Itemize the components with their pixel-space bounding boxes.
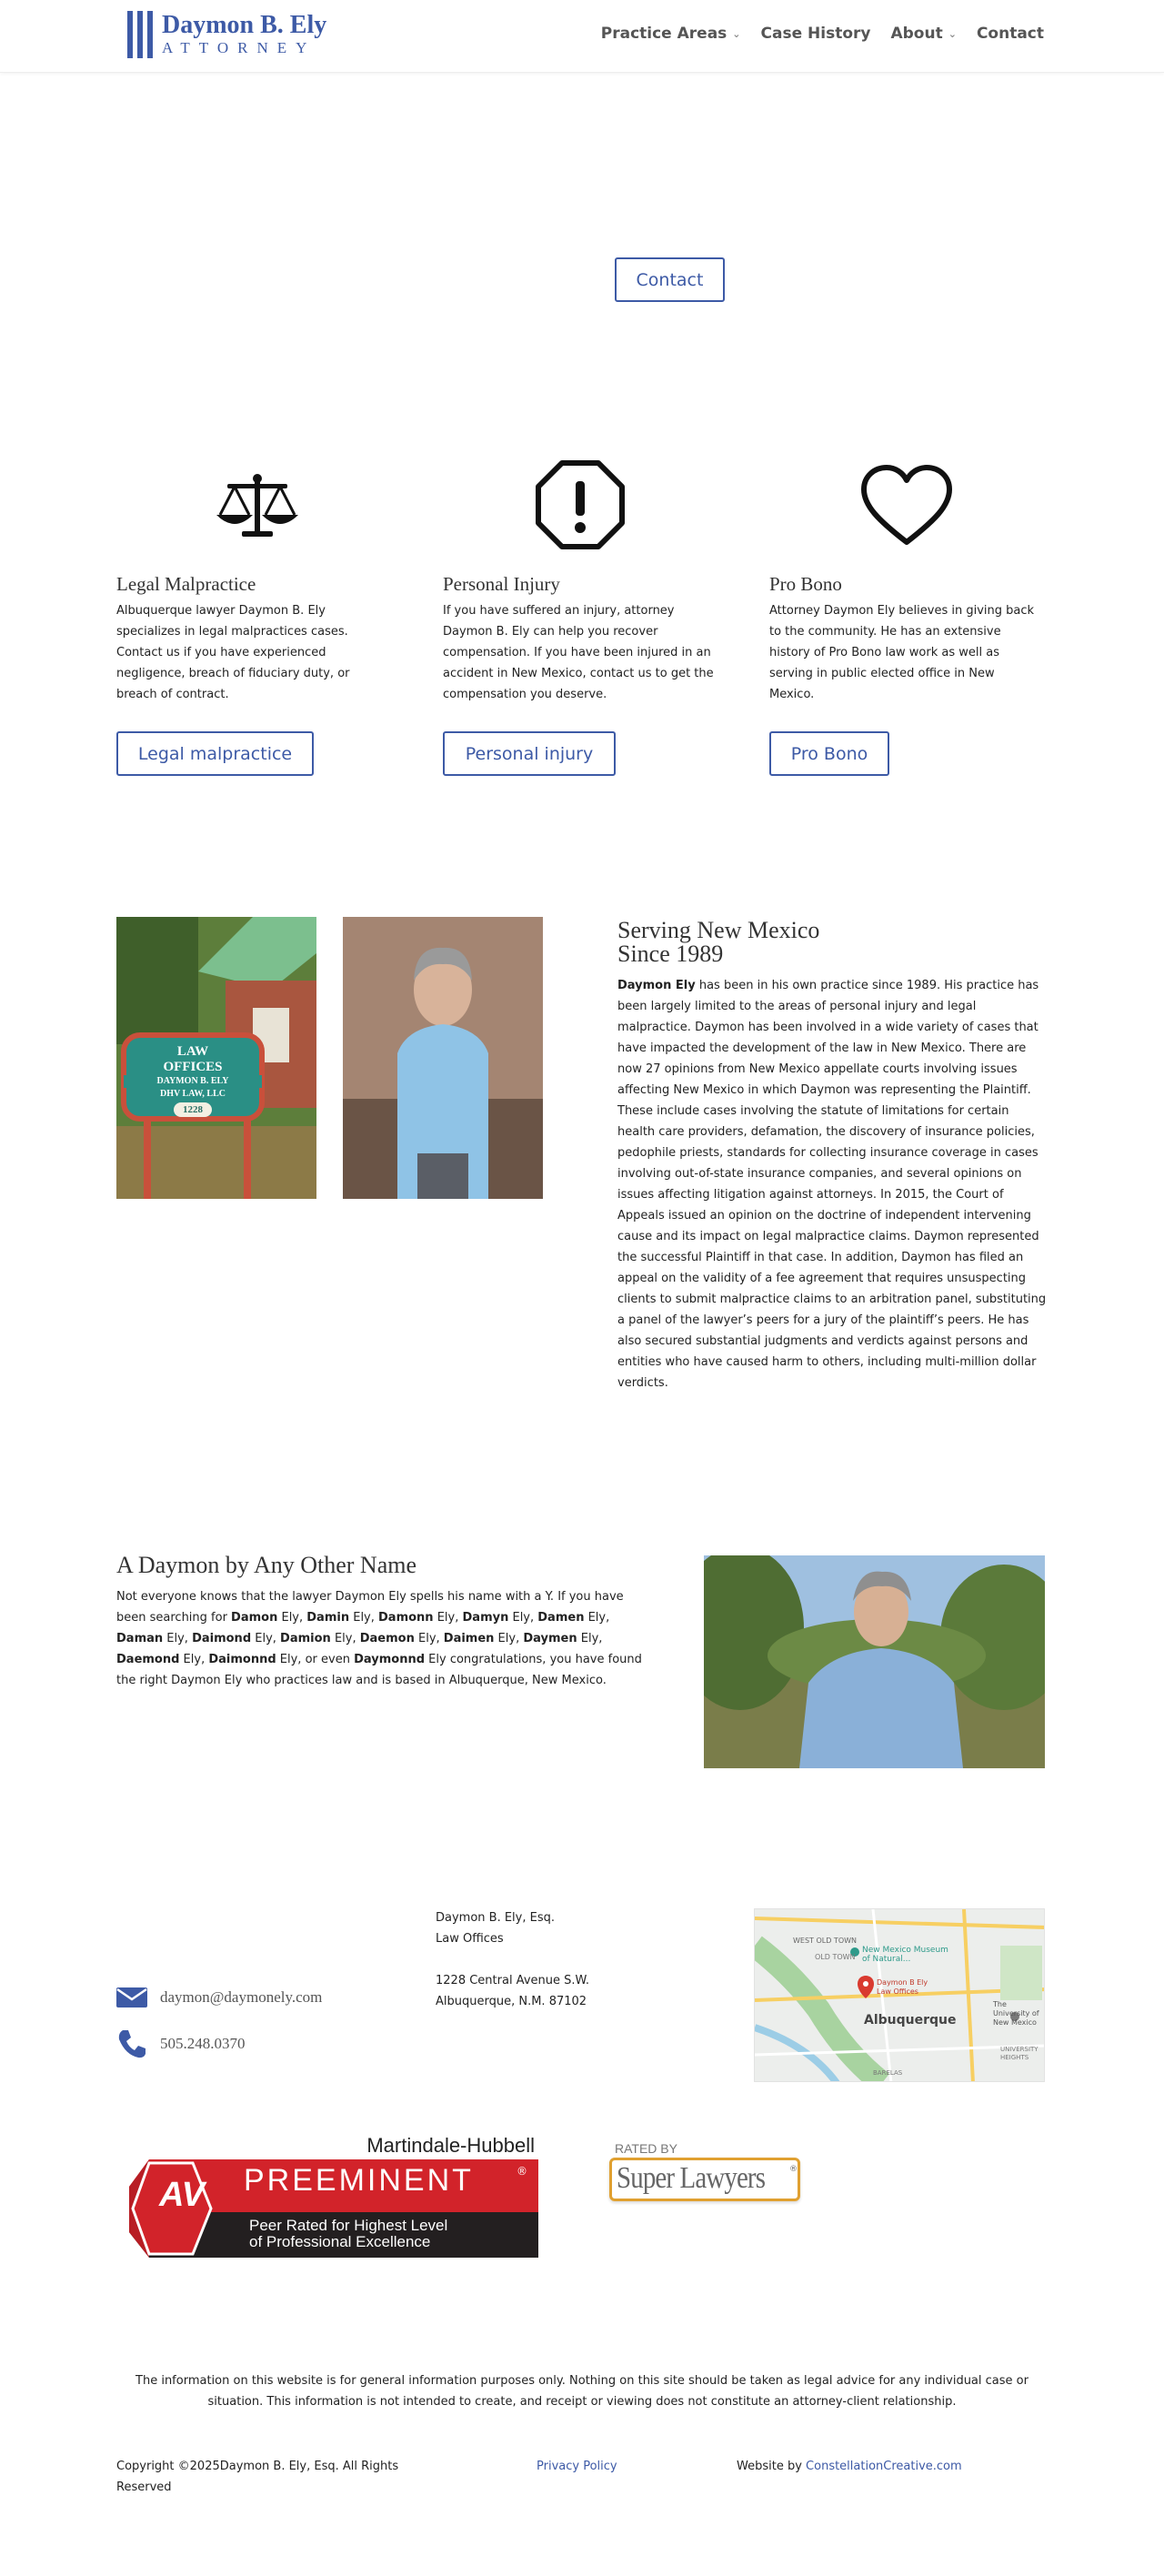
name-surname: Ely,: [577, 1632, 603, 1645]
main-nav: [601, 25, 1044, 43]
phone-contact[interactable]: [116, 2028, 246, 2059]
name-variant: Damonn: [378, 1611, 434, 1625]
logo-subtitle: ATTORNEY: [162, 39, 316, 56]
nav-label: Contact: [976, 25, 1044, 43]
name-outro: congratulations, you have found the right Daymon Ely who practices law and is based in Albuquerque, New Mexico.: [116, 1653, 642, 1687]
name-variant: Damin: [306, 1611, 350, 1625]
name-surname: Ely,: [179, 1653, 209, 1666]
service-title: Personal Injury: [443, 573, 560, 595]
name-surname: Ely,: [163, 1632, 193, 1645]
name-variant: Damon: [231, 1611, 278, 1625]
map-label: The University of New Mexico: [993, 2000, 1039, 2027]
sign-text: OFFICES: [163, 1060, 223, 1074]
name-surname: Ely,: [494, 1632, 524, 1645]
about-heading-line: Since 1989: [617, 941, 724, 967]
site-header: [0, 0, 1164, 73]
chevron-down-icon: ⌄: [732, 27, 741, 40]
name-section-heading: A Daymon by Any Other Name: [116, 1552, 417, 1578]
address-line: Daymon B. Ely, Esq.: [436, 1911, 555, 1925]
sl-rated: RATED BY: [615, 2141, 677, 2156]
name-variant: Daimen: [443, 1632, 495, 1645]
address-line: 1228 Central Avenue S.W.: [436, 1974, 589, 1987]
map-label: WEST OLD TOWN: [793, 1937, 858, 1945]
nav-about[interactable]: [890, 25, 956, 43]
phone-link[interactable]: 505.248.0370: [160, 2035, 246, 2052]
name-surname: Ely: [425, 1653, 450, 1666]
law-office-sign-photo: [116, 917, 316, 1199]
chevron-down-icon: ⌄: [948, 27, 957, 40]
sign-text: 1228: [174, 1102, 212, 1117]
map-label: BARELAS: [873, 2069, 903, 2077]
name-surname: Ely,: [276, 1653, 306, 1666]
name-intro: Not everyone knows that the lawyer Daymon Ely spells his name with a Y. If you have been searching for: [116, 1590, 624, 1625]
office-address: [436, 1907, 589, 2012]
website-credit-link[interactable]: ConstellationCreative.com: [806, 2460, 962, 2473]
sign-text: DHV LAW, LLC: [160, 1089, 226, 1099]
name-surname: Ely,: [349, 1611, 379, 1625]
service-description: Attorney Daymon Ely believes in giving back to the community. He has an extensive history of Pro Bono law work as well as serving in public elected office in New Mexico.: [769, 604, 1035, 701]
about-body: [617, 975, 1048, 1394]
map-label: New Mexico Museum of Natural...: [862, 1946, 948, 1964]
name-section-body: [116, 1586, 648, 1691]
nav-label: About: [890, 25, 943, 43]
about-heading-line: Serving New Mexico: [617, 917, 820, 943]
martindale-badge[interactable]: [116, 2128, 544, 2263]
legal-malpractice-button[interactable]: Legal malpractice: [116, 731, 314, 776]
office-map[interactable]: [754, 1908, 1045, 2082]
map-label: UNIVERSITY HEIGHTS: [1000, 2046, 1039, 2061]
sl-tm: ®: [789, 2165, 798, 2174]
name-surname: Ely,: [508, 1611, 538, 1625]
website-credit-label: Website by: [737, 2460, 802, 2473]
email-link[interactable]: daymon@daymonely.com: [160, 1988, 323, 2006]
map-label: Albuquerque: [864, 2013, 957, 2028]
name-surname: Ely,: [251, 1632, 281, 1645]
email-contact[interactable]: [116, 1986, 322, 2009]
name-surname: Ely,: [433, 1611, 463, 1625]
mh-desc-line: Peer Rated for Highest Level: [249, 2217, 448, 2234]
mh-level: PREEMINENT: [244, 2163, 474, 2198]
service-title: Legal Malpractice: [116, 573, 256, 595]
privacy-policy-link[interactable]: Privacy Policy: [537, 2460, 617, 2473]
service-description: If you have suffered an injury, attorney Daymon B. Ely can help you recover compensation. If you have been injured in an accident in New Mexico, contact us to get the compensation you deserve.: [443, 604, 714, 701]
copyright: Copyright ©2025Daymon B. Ely, Esq. All Rights Reserved: [116, 2460, 399, 2494]
logo-bars-icon: [127, 11, 153, 58]
attorney-portrait-photo: [343, 917, 543, 1199]
sign-text: LAW: [176, 1044, 209, 1059]
name-surname: Ely,: [584, 1611, 610, 1625]
name-surname: Ely,: [330, 1632, 360, 1645]
nav-practice-areas[interactable]: [601, 25, 741, 43]
phone-icon: [116, 2028, 147, 2059]
mh-brand: Martindale-Hubbell: [366, 2134, 535, 2157]
nav-case-history[interactable]: [761, 25, 871, 43]
website-credit: [737, 2456, 962, 2477]
mh-description: [249, 2218, 447, 2250]
name-variant: Daman: [116, 1632, 164, 1645]
site-logo[interactable]: [127, 9, 326, 60]
map-label: Daymon B Ely Law Offices: [877, 1978, 928, 1996]
name-variant: Daimonnd: [208, 1653, 276, 1666]
name-variant: Damion: [280, 1632, 331, 1645]
mh-desc-line: of Professional Excellence: [249, 2233, 431, 2250]
address-line: Law Offices: [436, 1932, 504, 1946]
pro-bono-button[interactable]: Pro Bono: [769, 731, 889, 776]
address-line: Albuquerque, N.M. 87102: [436, 1995, 587, 2008]
mh-reg: ®: [517, 2165, 527, 2178]
about-heading: [617, 919, 1054, 966]
attorney-outdoor-photo: [704, 1555, 1045, 1768]
super-lawyers-badge[interactable]: [609, 2138, 800, 2210]
nav-label: Case History: [760, 25, 871, 43]
name-variant: Damyn: [462, 1611, 509, 1625]
name-variant: Daymonnd: [354, 1653, 426, 1666]
sign-text: DAYMON B. ELY: [124, 1075, 262, 1088]
hero-contact-button[interactable]: Contact: [615, 257, 725, 302]
alert-octagon-icon: [535, 459, 626, 550]
map-label: OLD TOWN: [815, 1953, 856, 1961]
name-variant: Daimond: [192, 1632, 252, 1645]
personal-injury-button[interactable]: Personal injury: [443, 731, 616, 776]
about-lead: Daymon Ely: [617, 979, 696, 992]
service-description: Albuquerque lawyer Daymon B. Ely specializes in legal malpractices cases. Contact us if you have experienced negligence, breach of fiduciary duty, or breach of contract.: [116, 604, 350, 701]
heart-icon: [860, 464, 953, 548]
nav-contact[interactable]: [977, 25, 1044, 43]
about-text: has been in his own practice since 1989. His practice has been largely limited to the areas of personal injury and legal malpractice. Daymon has been involved in a wide variety of cases that have impacted the development of the law in New Mexico. There are now 27 opinions from New Mexico appellate courts involving issues affecting New Mexico in which Daymon was representing the Plaintiff. These include cases involving the statute of limitations for certain health care providers, defamation, the discovery of insurance policies, pedophile priests, standards for collecting insurance coverage in cases involving out-of-state insurance companies, and several opinions on issues affecting litigation against attorneys. In 2015, the Court of Appeals issued an opinion on the doctrine of independent intervening cause and its impact on legal malpractice claims. Daymon represented the successful Plaintiff in that case. In addition, Daymon has filed an appeal on the validity of a fee agreement that requires unsuspecting clients to submit malpractice claims to an arbitration panel, substituting a panel of the lawyer’s peers for a jury of the plaintiff’s peers. He has also secured substantial judgments and verdicts against persons and entities who have caused harm to others, including multi-million dollar verdicts.: [617, 979, 1047, 1390]
mh-av: AV: [159, 2176, 205, 2214]
envelope-icon: [116, 1986, 147, 2009]
sl-name: Super Lawyers: [617, 2161, 766, 2195]
name-surname: Ely,: [277, 1611, 307, 1625]
logo-name: Daymon B. Ely: [162, 11, 327, 39]
name-connector: or even: [305, 1653, 355, 1666]
nav-label: Practice Areas: [600, 25, 728, 43]
service-title: Pro Bono: [769, 573, 842, 595]
name-variant: Daymen: [523, 1632, 577, 1645]
scales-icon: [215, 471, 300, 540]
legal-disclaimer: The information on this website is for general information purposes only. Nothing on this site should be taken as legal advice for any individual case or situation. This information is not intended to create, and receipt or viewing does not constitute an attorney-client relationship.: [135, 2374, 1029, 2409]
name-variant: Daemon: [359, 1632, 415, 1645]
name-variant: Damen: [537, 1611, 585, 1625]
name-surname: Ely,: [414, 1632, 444, 1645]
name-variant: Daemond: [116, 1653, 180, 1666]
